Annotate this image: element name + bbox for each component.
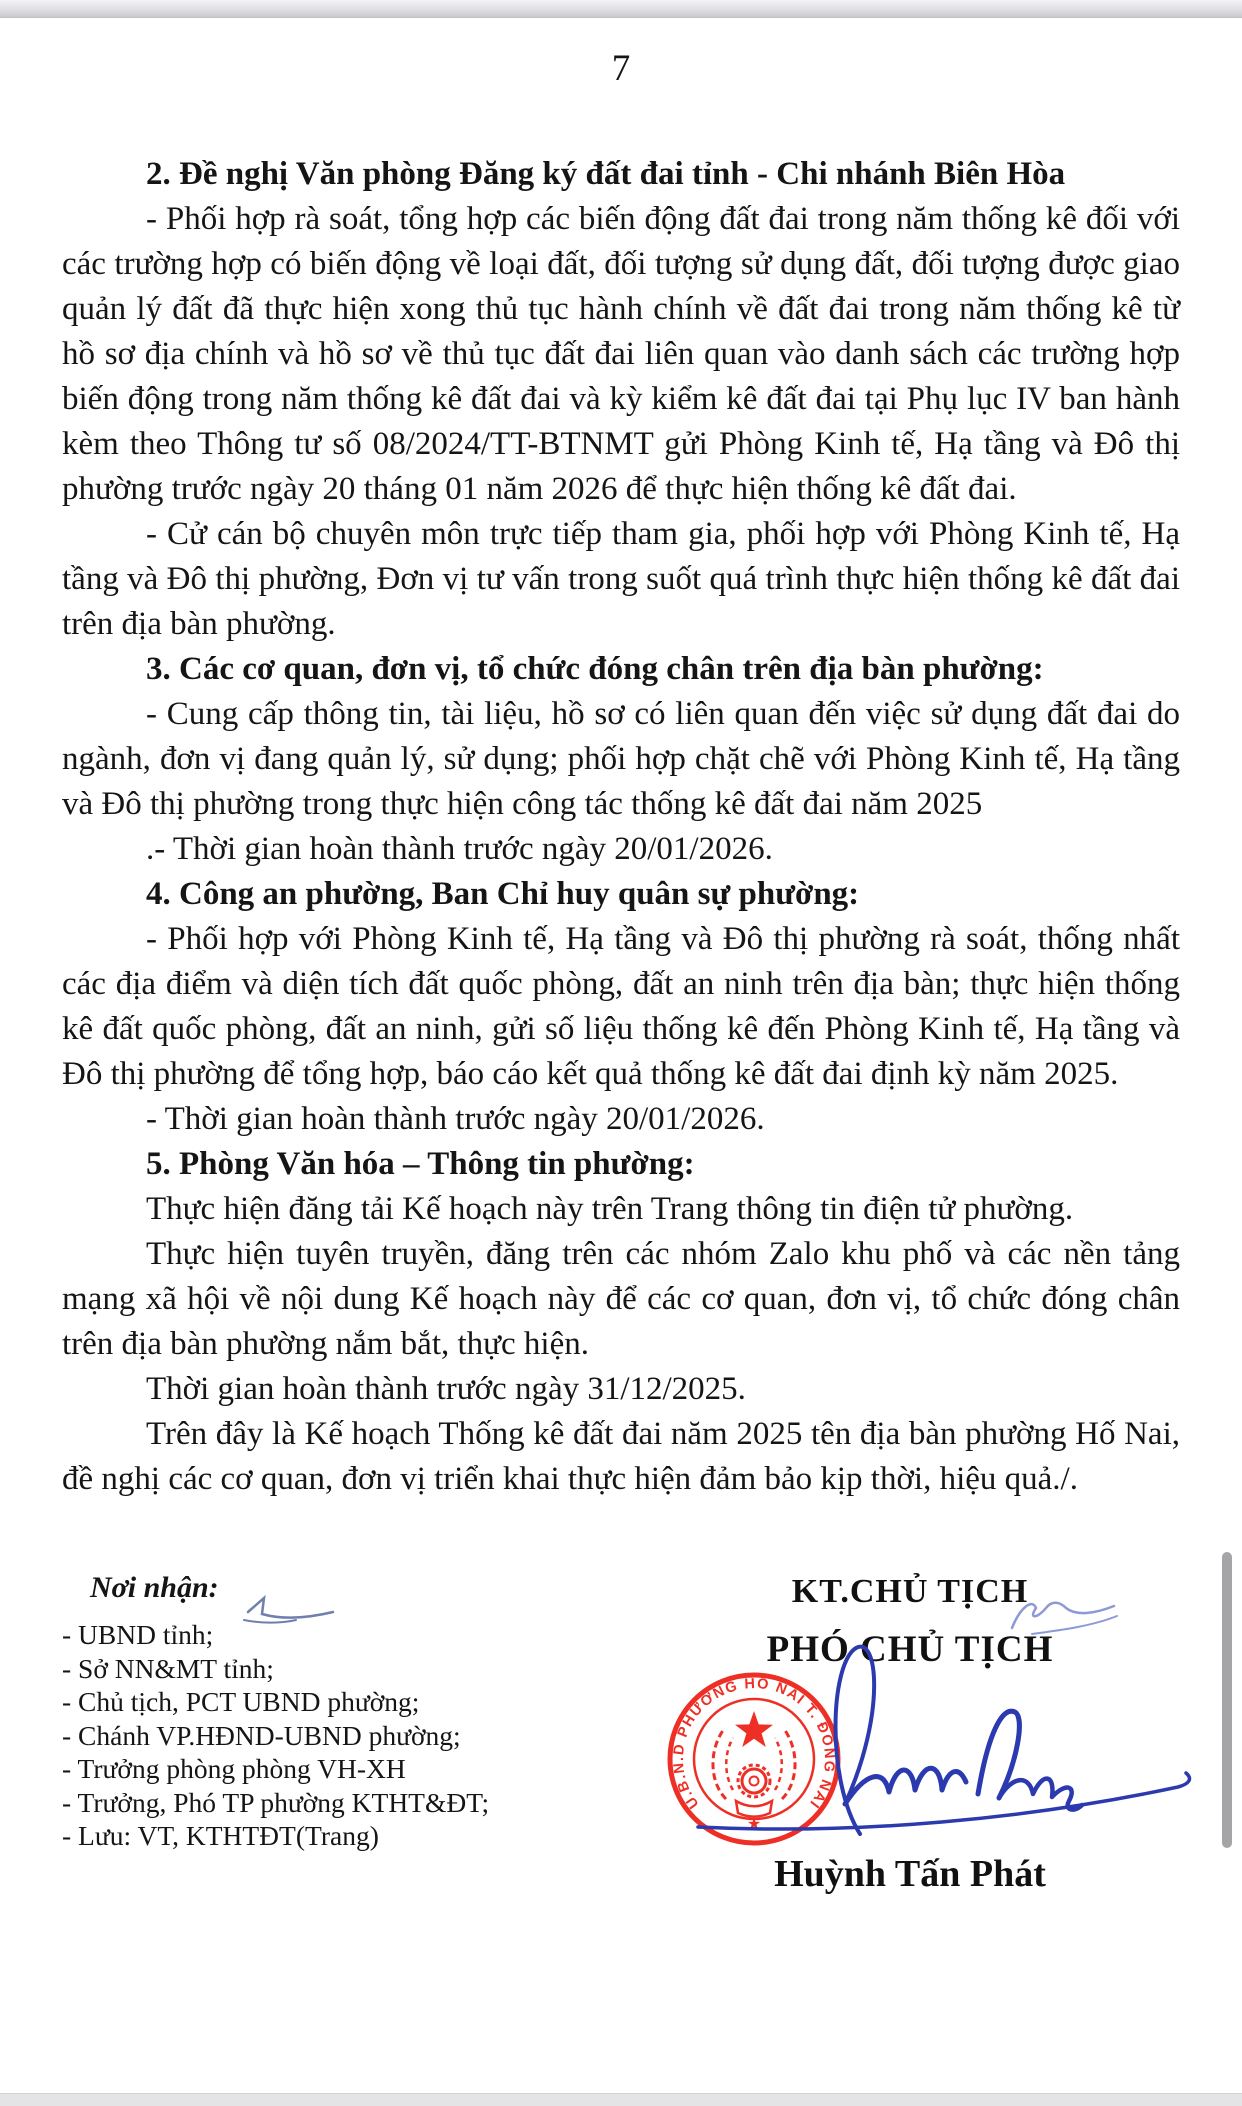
document-paragraph: Thực hiện tuyên truyền, đăng trên các nhóm Zalo khu phố và các nền tảng mạng xã hội về nội dung Kế hoạch này để các cơ quan, đơn vị, tổ chức đóng chân trên địa bàn phường nắm bắt, thực hiện. <box>62 1236 1180 1362</box>
section-heading: 5. Phòng Văn hóa – Thông tin phường: <box>146 1146 695 1182</box>
deputy-chairman-title: PHÓ CHỦ TỊCH <box>766 1629 1054 1670</box>
document-paragraph: - Cử cán bộ chuyên môn trực tiếp tham gia, phối hợp với Phòng Kinh tế, Hạ tầng và Đô thị phường, Đơn vị tư vấn trong suốt quá trình thực hiện thống kê đất đai trên địa bàn phường. <box>62 516 1180 642</box>
section-heading: 3. Các cơ quan, đơn vị, tổ chức đóng chân trên địa bàn phường: <box>146 651 1044 687</box>
document-body <box>62 152 1180 1502</box>
section-heading: 4. Công an phường, Ban Chỉ huy quân sự phường: <box>146 876 860 912</box>
recipients-list <box>62 1618 602 1853</box>
seal-star-glyph: ★ <box>746 1816 762 1833</box>
document-paragraph: - Thời gian hoàn thành trước ngày 20/01/2026. <box>146 1101 765 1137</box>
top-chrome-bar <box>0 0 1242 18</box>
document-paragraph: Thời gian hoàn thành trước ngày 31/12/2025. <box>146 1371 746 1407</box>
pen-initial-mark <box>1002 1586 1122 1646</box>
scrollbar-thumb[interactable] <box>1222 1552 1232 1848</box>
recipient-item: - Sở NN&MT tỉnh; <box>62 1652 274 1684</box>
recipients-label: Nơi nhận: <box>90 1571 219 1604</box>
recipient-item: - Lưu: VT, KTHTĐT(Trang) <box>62 1820 379 1851</box>
recipient-item: - Chủ tịch, PCT UBND phường; <box>62 1686 420 1717</box>
pen-check-mark <box>238 1590 343 1630</box>
recipient-item: - Trưởng, Phó TP phường KTHT&ĐT; <box>62 1786 490 1818</box>
bottom-chrome-bar <box>0 2093 1242 2106</box>
recipient-item: - Chánh VP.HĐND-UBND phường; <box>62 1719 461 1751</box>
document-paragraph: Thực hiện đăng tải Kế hoạch này trên Trang thông tin điện tử phường. <box>146 1191 1074 1227</box>
recipient-item: - UBND tỉnh; <box>62 1619 214 1650</box>
page-number: 7 <box>611 48 631 89</box>
recipient-item: - Trưởng phòng phòng VH-XH <box>62 1753 406 1784</box>
document-paragraph: Trên đây là Kế hoạch Thống kê đất đai năm 2025 tên địa bàn phường Hố Nai, đề nghị các cơ quan, đơn vị triển khai thực hiện đảm bảo kịp thời, hiệu quả./. <box>62 1416 1180 1497</box>
document-paragraph: - Cung cấp thông tin, tài liệu, hồ sơ có liên quan đến việc sử dụng đất đai do ngành, đơn vị đang quản lý, sử dụng; phối hợp chặt chẽ với Phòng Kinh tế, Hạ tầng và Đô thị phường trong thực hiện công tác thống kê đất đai năm 2025 <box>62 696 1180 822</box>
signature-ink <box>598 1622 1242 1847</box>
document-paragraph: - Phối hợp với Phòng Kinh tế, Hạ tầng và Đô thị phường rà soát, thống nhất các địa điểm và diện tích đất quốc phòng, đất an ninh trên địa bàn; thực hiện thống kê đất quốc phòng, đất an ninh, gửi số liệu thống kê đến Phòng Kinh tế, Hạ tầng và Đô thị phường để tổng hợp, báo cáo kết quả thống kê đất đai định kỳ năm 2025. <box>62 921 1180 1092</box>
document-paragraph: .- Thời gian hoàn thành trước ngày 20/01/2026. <box>146 831 773 867</box>
document-paragraph: - Phối hợp rà soát, tổng hợp các biến động đất đai trong năm thống kê đối với các trường hợp có biến động về loại đất, đối tượng sử dụng đất, đối tượng được giao quản lý đất đã thực hiện xong thủ tục hành chính về đất đai trong năm thống kê từ hồ sơ địa chính và hồ sơ về thủ tục đất đai liên quan vào danh sách các trường hợp biến động trong năm thống kê đất đai và kỳ kiểm kê đất đai tại Phụ lục IV ban hành kèm theo Thông tư số 08/2024/TT-BTNMT gửi Phòng Kinh tế, Hạ tầng và Đô thị phường trước ngày 20 tháng 01 năm 2026 để thực hiện thống kê đất đai. <box>62 201 1180 507</box>
seal-ring-text: U.B.N.D PHƯỜNG HỐ NAI T. ĐỒNG NAI <box>670 1675 838 1812</box>
acting-chairman-title: KT.CHỦ TỊCH <box>791 1573 1029 1610</box>
signer-name: Huỳnh Tấn Phát <box>774 1853 1046 1895</box>
section-heading: 2. Đề nghị Văn phòng Đăng ký đất đai tỉnh - Chi nhánh Biên Hòa <box>146 156 1066 192</box>
